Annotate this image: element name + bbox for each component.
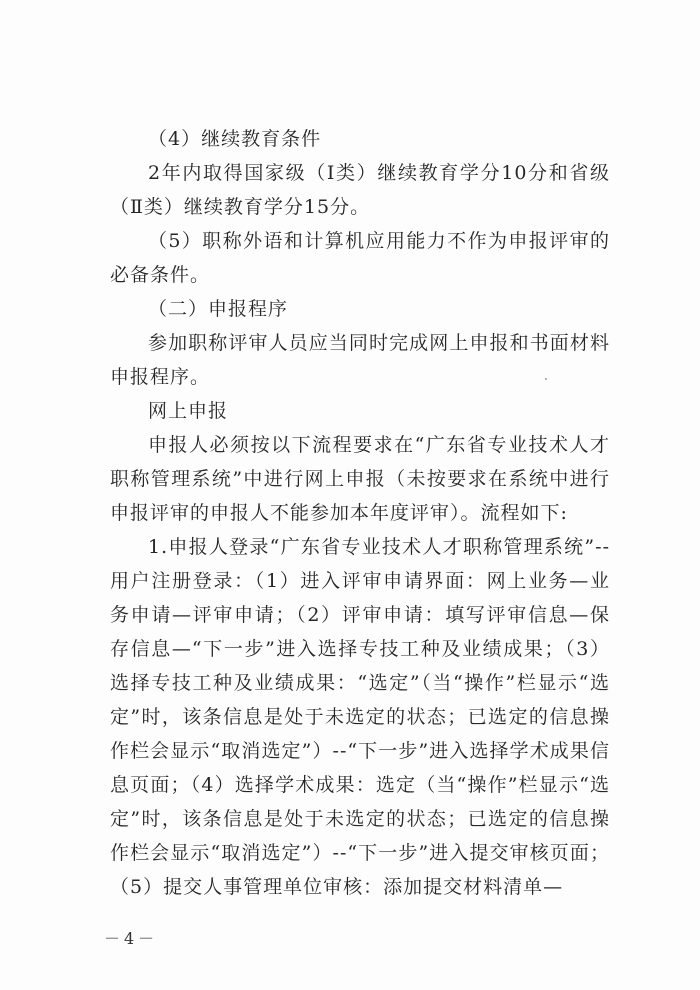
page-number: －4－ [104, 929, 159, 948]
paragraph-continuing-education-heading: （4）继续教育条件 [148, 128, 322, 150]
section-heading-procedure: （二）申报程序 [148, 298, 289, 320]
paragraph-step-1: 1.申报人登录“广东省专业技术人才职称管理系统”--用户注册登录：（1）进入评审申请界面：网上业务—业务申请—评审申请；（2）评审申请：填写评审信息—保存信息—“下一步”进入选择专技工种及业绩成果；（3）选择专技工种及业绩成果：“选定”（当“操作”栏显示“选定”时，该条信息是处于未选定的状态；已选定的信息操作栏会显示“取消选定”）--“下一步”进入选择学术成果信息页面；（4）选择学术成果：选定（当“操作”栏显示“选定”时，该条信息是处于未选定的状态；已选定的信息操作栏会显示“取消选定”）--“下一步”进入提交审核页面；（5）提交人事管理单位审核：添加提交材料清单— [110, 536, 610, 898]
paragraph-online-requirements: 申报人必须按以下流程要求在“广东省专业技术人才职称管理系统”中进行网上申报（未按要求在系统中进行申报评审的申报人不能参加本年度评审）。流程如下: [110, 434, 610, 524]
paragraph-continuing-education-credits: 2年内取得国家级（Ⅰ类）继续教育学分10分和省级（Ⅱ类）继续教育学分15分。 [110, 162, 610, 218]
paragraph-language-computer: （5）职称外语和计算机应用能力不作为申报评审的必备条件。 [110, 230, 610, 286]
body-text [110, 122, 610, 904]
paragraph-procedure-intro: 参加职称评审人员应当同时完成网上申报和书面材料申报程序。 [110, 332, 610, 388]
subheading-online-application: 网上申报 [148, 400, 229, 422]
scan-speck [545, 378, 547, 380]
